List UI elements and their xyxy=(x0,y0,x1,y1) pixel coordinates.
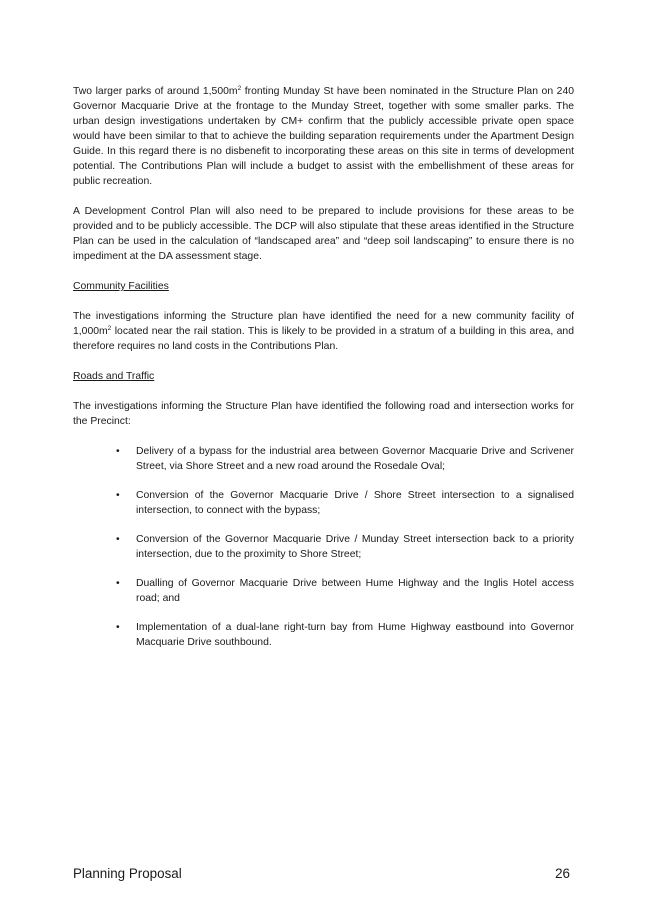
page-footer xyxy=(73,866,570,881)
bullet-icon: • xyxy=(116,622,120,633)
list-item: • Dualling of Governor Macquarie Drive between Hume Highway and the Inglis Hotel access road; and xyxy=(116,578,574,604)
list-item: • Conversion of the Governor Macquarie Drive / Shore Street intersection to a signalised intersection, to connect with the bypass; xyxy=(116,490,574,516)
paragraph-roads-intro: The investigations informing the Structure Plan have identified the following road and intersection works for the Precinct: xyxy=(73,401,574,427)
list-item: • Conversion of the Governor Macquarie Drive / Munday Street intersection back to a priority intersection, due to the proximity to Shore Street; xyxy=(116,534,574,560)
bullet-icon: • xyxy=(116,490,120,501)
bullet-icon: • xyxy=(116,534,120,545)
list-item: • Implementation of a dual-lane right-turn bay from Hume Highway eastbound into Governor Macquarie Drive southbound. xyxy=(116,622,574,648)
bullet-icon: • xyxy=(116,578,120,589)
bullet-icon: • xyxy=(116,446,120,457)
footer-title: Planning Proposal xyxy=(73,866,182,881)
page-number: 26 xyxy=(555,866,570,881)
paragraph-community: The investigations informing the Structure plan have identified the need for a new community facility of $1,000m^2$ located near the rail station. This is likely to be provided in a stratum of a building in this area, and therefore requires no land costs in the Contributions Plan. xyxy=(73,311,574,352)
page-content xyxy=(73,84,574,650)
heading-community-facilities: Community Facilities xyxy=(73,281,169,292)
paragraph-dcp: A Development Control Plan will also need to be prepared to include provisions for these areas to be provided and to be publicly accessible. The DCP will also stipulate that these areas identified in the Structure Plan can be used in the calculation of “landscaped area” and “deep soil landscaping” to ensure there is no impediment at the DA assessment stage. xyxy=(73,206,574,262)
paragraph-parks: Two larger parks of around $1,500m^2$ fronting Munday St have been nominated in the Structure Plan on 240 Governor Macquarie Drive at the frontage to the Munday Street, together with some smaller parks. The urban design investigations undertaken by CM+ confirm that the publicly accessible private open space would have been similar to that to achieve the building separation requirements under the Apartment Design Guide. In this regard there is no disbenefit to incorporating these areas on this site in terms of development potential. The Contributions Plan will include a budget to assist with the embellishment of these areas for public recreation. xyxy=(73,85,575,187)
list-item: • Delivery of a bypass for the industrial area between Governor Macquarie Drive and Scrivener Street, via Shore Street and a new road around the Rosedale Oval; xyxy=(116,446,574,472)
heading-roads-traffic: Roads and Traffic xyxy=(73,371,155,382)
road-works-list xyxy=(73,444,574,650)
